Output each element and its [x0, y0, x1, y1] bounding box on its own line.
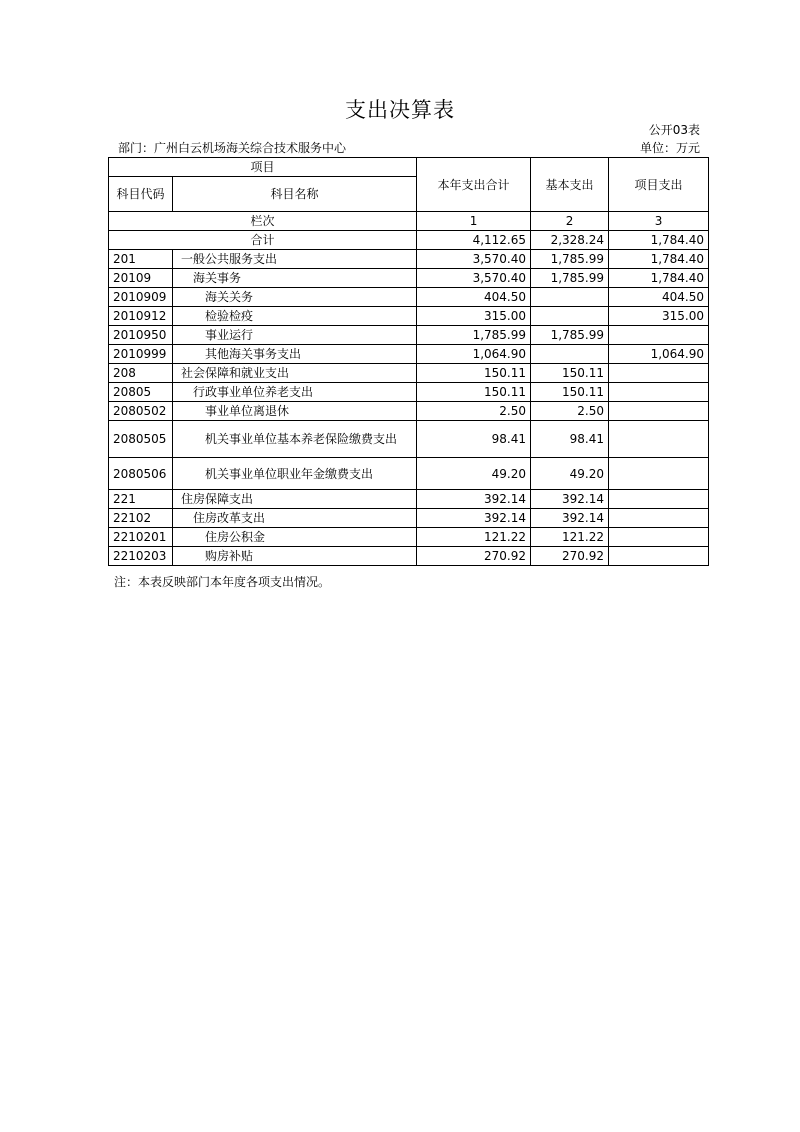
- row-total: 270.92: [417, 547, 531, 566]
- row-basic: 49.20: [531, 458, 609, 490]
- row-name: 住房改革支出: [173, 509, 417, 528]
- row-name: 海关事务: [173, 269, 417, 288]
- table-row: [109, 458, 709, 490]
- row-basic: [531, 345, 609, 364]
- row-project: [609, 383, 709, 402]
- row-code: 2210203: [109, 547, 173, 566]
- row-basic: 392.14: [531, 509, 609, 528]
- row-code: 221: [109, 490, 173, 509]
- row-code: 2080505: [109, 421, 173, 458]
- row-code: 20109: [109, 269, 173, 288]
- row-project: 1,784.40: [609, 250, 709, 269]
- table-row: [109, 421, 709, 458]
- row-code: 2010999: [109, 345, 173, 364]
- table-row: [109, 509, 709, 528]
- row-project: 404.50: [609, 288, 709, 307]
- header-name: 科目名称: [173, 177, 417, 212]
- row-code: 208: [109, 364, 173, 383]
- row-basic: 270.92: [531, 547, 609, 566]
- column-index-2: 2: [531, 212, 609, 231]
- table-row: [109, 326, 709, 345]
- header-total: 本年支出合计: [417, 158, 531, 212]
- column-index-3: 3: [609, 212, 709, 231]
- row-total: 3,570.40: [417, 250, 531, 269]
- row-basic: 392.14: [531, 490, 609, 509]
- page-title: 支出决算表: [345, 98, 455, 122]
- total-row: [109, 231, 709, 250]
- row-project: [609, 364, 709, 383]
- table-row: [109, 288, 709, 307]
- row-total: 392.14: [417, 509, 531, 528]
- row-name: 社会保障和就业支出: [173, 364, 417, 383]
- row-code: 20805: [109, 383, 173, 402]
- row-code: 2080506: [109, 458, 173, 490]
- row-name: 事业单位离退休: [173, 402, 417, 421]
- header-basic: 基本支出: [531, 158, 609, 212]
- row-total: 1,064.90: [417, 345, 531, 364]
- row-total: 98.41: [417, 421, 531, 458]
- row-basic: 1,785.99: [531, 269, 609, 288]
- total-total: 4,112.65: [417, 231, 531, 250]
- row-total: 315.00: [417, 307, 531, 326]
- table-row: [109, 364, 709, 383]
- row-total: 1,785.99: [417, 326, 531, 345]
- row-basic: [531, 307, 609, 326]
- table-row: [109, 269, 709, 288]
- document-number: 公开03表: [648, 123, 700, 137]
- row-total: 150.11: [417, 383, 531, 402]
- row-total: 121.22: [417, 528, 531, 547]
- row-name: 住房公积金: [173, 528, 417, 547]
- table-row: [109, 307, 709, 326]
- row-project: [609, 402, 709, 421]
- row-total: 49.20: [417, 458, 531, 490]
- table-row: [109, 345, 709, 364]
- row-basic: [531, 288, 609, 307]
- table-row: [109, 528, 709, 547]
- row-project: [609, 458, 709, 490]
- row-code: 201: [109, 250, 173, 269]
- header-row-1: [109, 158, 709, 177]
- row-code: 2010912: [109, 307, 173, 326]
- column-index-1: 1: [417, 212, 531, 231]
- total-project: 1,784.40: [609, 231, 709, 250]
- expenditure-table: [108, 157, 709, 566]
- row-total: 392.14: [417, 490, 531, 509]
- row-name: 事业运行: [173, 326, 417, 345]
- row-project: [609, 490, 709, 509]
- row-project: [609, 326, 709, 345]
- row-name: 购房补贴: [173, 547, 417, 566]
- row-project: 1,064.90: [609, 345, 709, 364]
- table-row: [109, 490, 709, 509]
- row-project: [609, 421, 709, 458]
- row-basic: 121.22: [531, 528, 609, 547]
- row-name: 海关关务: [173, 288, 417, 307]
- row-total: 3,570.40: [417, 269, 531, 288]
- row-code: 2080502: [109, 402, 173, 421]
- row-project: [609, 509, 709, 528]
- row-code: 2210201: [109, 528, 173, 547]
- row-project: 1,784.40: [609, 269, 709, 288]
- header-project: 项目支出: [609, 158, 709, 212]
- footnote: 注：本表反映部门本年度各项支出情况。: [114, 575, 331, 589]
- row-total: 404.50: [417, 288, 531, 307]
- row-total: 150.11: [417, 364, 531, 383]
- row-name: 机关事业单位职业年金缴费支出: [173, 458, 417, 490]
- unit-label: 单位：万元: [639, 141, 700, 155]
- table-row: [109, 547, 709, 566]
- row-name: 行政事业单位养老支出: [173, 383, 417, 402]
- column-index-row: [109, 212, 709, 231]
- total-basic: 2,328.24: [531, 231, 609, 250]
- header-code: 科目代码: [109, 177, 173, 212]
- table-row: [109, 402, 709, 421]
- row-basic: 150.11: [531, 364, 609, 383]
- row-code: 2010909: [109, 288, 173, 307]
- row-project: [609, 547, 709, 566]
- table-row: [109, 383, 709, 402]
- header-item: 项目: [109, 158, 417, 177]
- row-total: 2.50: [417, 402, 531, 421]
- row-basic: 1,785.99: [531, 250, 609, 269]
- row-name: 住房保障支出: [173, 490, 417, 509]
- row-name: 其他海关事务支出: [173, 345, 417, 364]
- row-name: 机关事业单位基本养老保险缴费支出: [173, 421, 417, 458]
- table-row: [109, 250, 709, 269]
- row-project: [609, 528, 709, 547]
- row-basic: 1,785.99: [531, 326, 609, 345]
- row-basic: 98.41: [531, 421, 609, 458]
- row-code: 22102: [109, 509, 173, 528]
- column-index-label: 栏次: [109, 212, 417, 231]
- row-project: 315.00: [609, 307, 709, 326]
- row-name: 一般公共服务支出: [173, 250, 417, 269]
- row-name: 检验检疫: [173, 307, 417, 326]
- row-code: 2010950: [109, 326, 173, 345]
- department-label: 部门：广州白云机场海关综合技术服务中心: [118, 141, 347, 155]
- row-basic: 2.50: [531, 402, 609, 421]
- total-label: 合计: [109, 231, 417, 250]
- row-basic: 150.11: [531, 383, 609, 402]
